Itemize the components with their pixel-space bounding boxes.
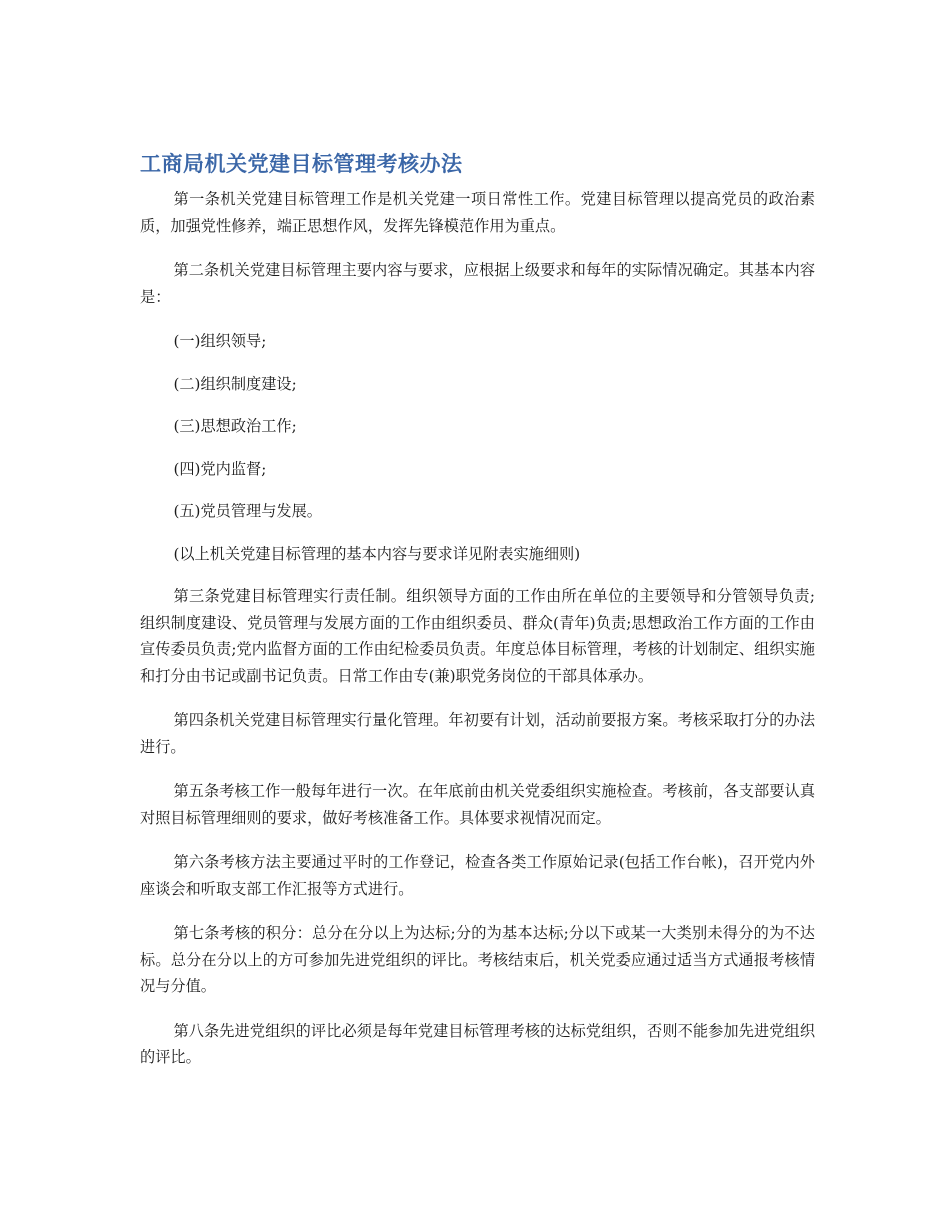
list-item-1: (一)组织领导;	[173, 332, 267, 350]
article-2: 第二条机关党建目标管理主要内容与要求，应根据上级要求和每年的实际情况确定。其基本内容是：	[140, 261, 815, 306]
list-item-3: (三)思想政治工作;	[173, 417, 297, 435]
article-1: 第一条机关党建目标管理工作是机关党建一项日常性工作。党建目标管理以提高党员的政治素质，加强党性修养，端正思想作风，发挥先锋模范作用为重点。	[140, 190, 815, 235]
article-6: 第六条考核方法主要通过平时的工作登记，检查各类工作原始记录(包括工作台帐)，召开党内外座谈会和听取支部工作汇报等方式进行。	[140, 853, 815, 898]
article-4: 第四条机关党建目标管理实行量化管理。年初要有计划，活动前要报方案。考核采取打分的办法进行。	[140, 711, 815, 756]
list-item-2: (二)组织制度建设;	[173, 374, 297, 393]
list-item-4: (四)党内监督;	[173, 459, 267, 478]
article-5: 第五条考核工作一般每年进行一次。在年底前由机关党委组织实施检查。考核前，各支部要认真对照目标管理细则的要求，做好考核准备工作。具体要求视情况而定。	[140, 782, 815, 827]
list-note: (以上机关党建目标管理的基本内容与要求详见附表实施细则)	[173, 544, 581, 563]
article-8: 第八条先进党组织的评比必须是每年党建目标管理考核的达标党组织，否则不能参加先进党组织的评比。	[140, 1021, 815, 1066]
article-7: 第七条考核的积分：总分在分以上为达标;分的为基本达标;分以下或某一大类别未得分的为不达标。总分在分以上的方可参加先进党组织的评比。考核结束后，机关党委应通过适当方式通报考核情况与分值。	[140, 924, 815, 995]
document-page	[140, 148, 815, 1089]
document-title: 工商局机关党建目标管理考核办法	[140, 152, 463, 176]
list-item-5: (五)党员管理与发展。	[173, 502, 322, 520]
article-3: 第三条党建目标管理实行责任制。组织领导方面的工作由所在单位的主要领导和分管领导负责;组织制度建设、党员管理与发展方面的工作由组织委员、群众(青年)负责;思想政治工作方面的工作由宣传委员负责;党内监督方面的工作由纪检委员负责。年度总体目标管理，考核的计划制定、组织实施和打分由书记或副书记负责。日常工作由专(兼)职党务岗位的干部具体承办。	[140, 587, 815, 685]
